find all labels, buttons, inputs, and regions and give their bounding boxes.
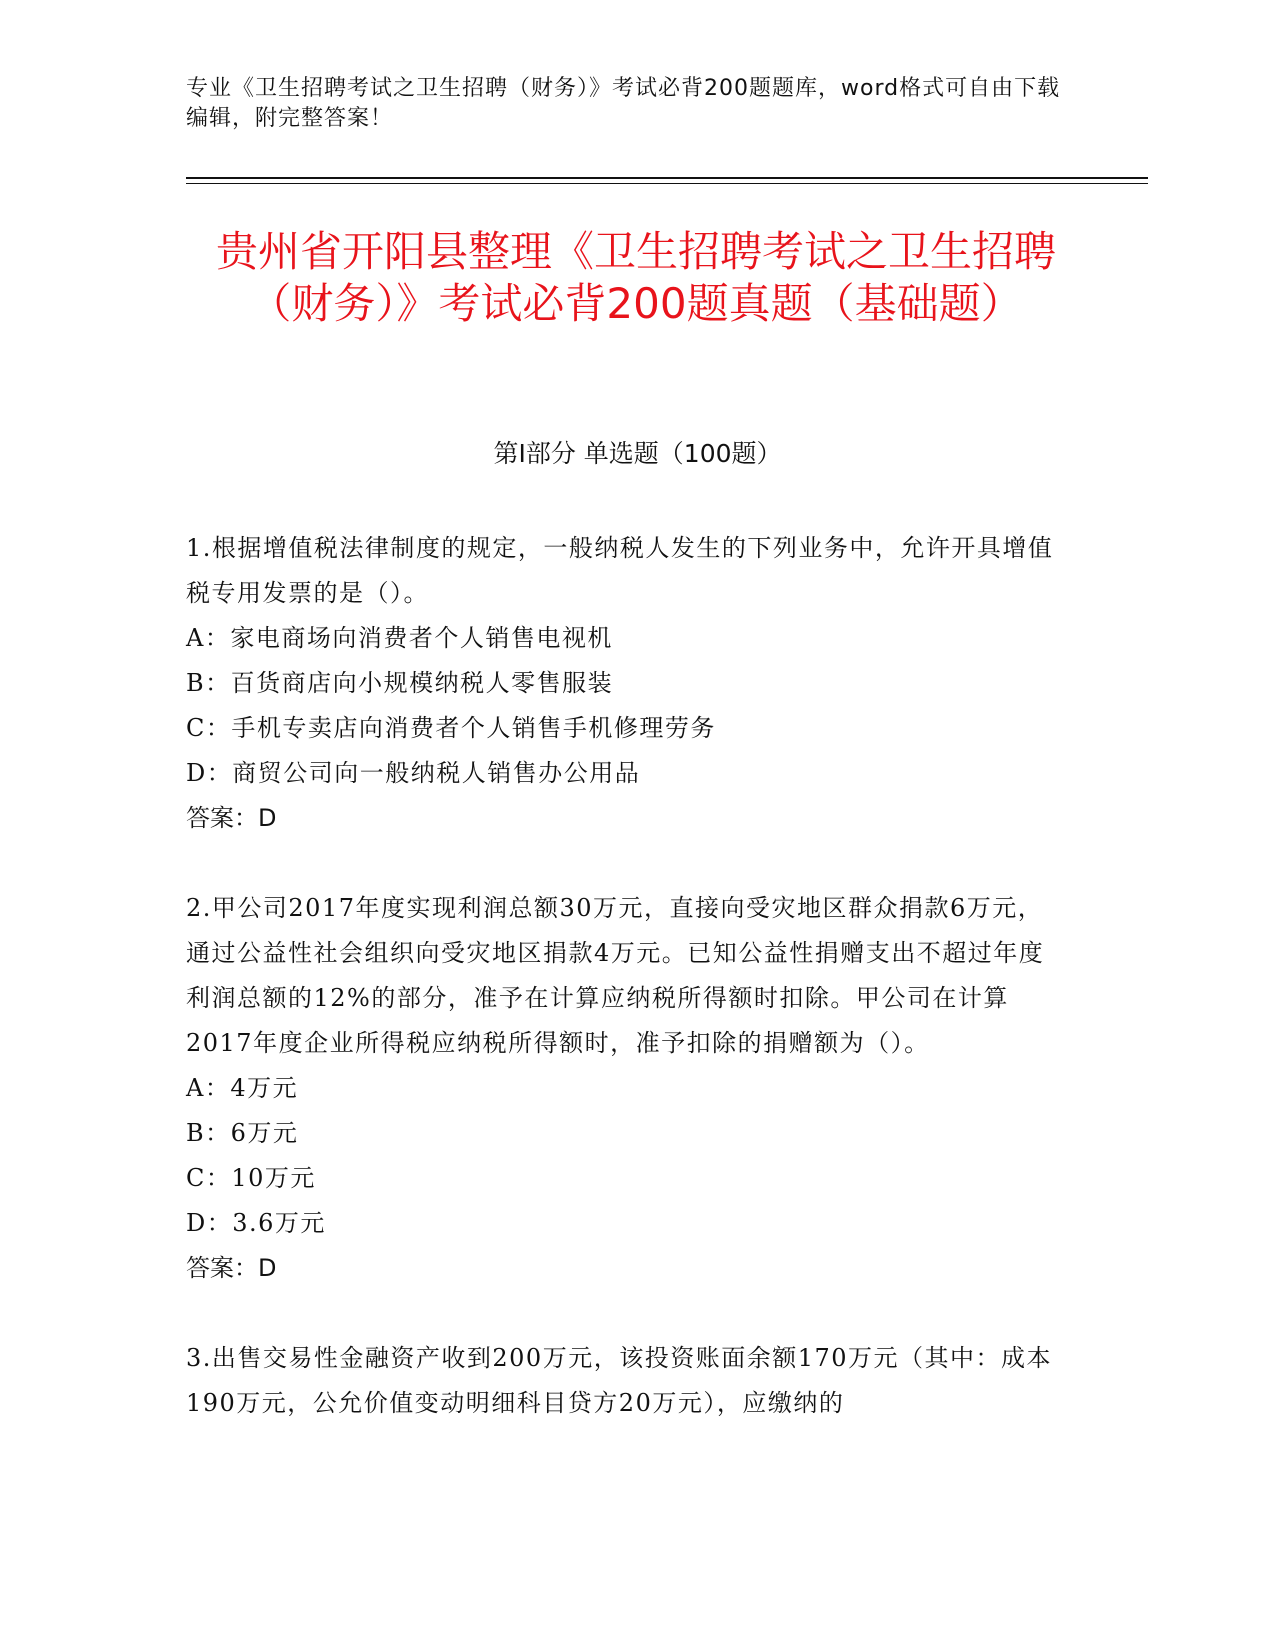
option-d: D：3.6万元 [186, 1209, 326, 1237]
option-a: A：4万元 [186, 1074, 299, 1102]
question-list [186, 526, 1066, 1471]
section-title: 第I部分 单选题（100题） [493, 439, 782, 468]
option-b: B：6万元 [186, 1119, 299, 1147]
header-divider-thick [186, 177, 1148, 179]
question-1 [186, 526, 1066, 841]
question-3 [186, 1336, 1066, 1426]
question-stem: 2.甲公司2017年度实现利润总额30万元，直接向受灾地区群众捐款6万元，通过公益性社会组织向受灾地区捐款4万元。已知公益性捐赠支出不超过年度利润总额的12%的部分，准予在计算应纳税所得额时扣除。甲公司在计算2017年度企业所得税应纳税所得额时，准予扣除的捐赠额为（）。 [186, 894, 1045, 1057]
header-divider-thin [186, 183, 1148, 184]
option-b: B：百货商店向小规模纳税人零售服装 [186, 669, 614, 697]
question-stem: 1.根据增值税法律制度的规定，一般纳税人发生的下列业务中，允许开具增值税专用发票的是（）。 [186, 534, 1054, 607]
option-d: D：商贸公司向一般纳税人销售办公用品 [186, 759, 641, 787]
option-c: C：手机专卖店向消费者个人销售手机修理劳务 [186, 714, 716, 742]
question-stem: 3.出售交易性金融资产收到200万元，该投资账面余额170万元（其中：成本190万元，公允价值变动明细科目贷方20万元），应缴纳的 [186, 1344, 1053, 1417]
option-c: C：10万元 [186, 1164, 316, 1192]
header-note: 专业《卫生招聘考试之卫生招聘（财务）》考试必背200题题库，word格式可自由下载编辑，附完整答案！ [186, 76, 1061, 131]
answer: 答案：D [186, 804, 277, 832]
option-a: A：家电商场向消费者个人销售电视机 [186, 624, 613, 652]
question-2 [186, 886, 1066, 1291]
document-title: 贵州省开阳县整理《卫生招聘考试之卫生招聘（财务）》考试必背200题真题（基础题） [215, 227, 1056, 328]
answer: 答案：D [186, 1254, 277, 1282]
